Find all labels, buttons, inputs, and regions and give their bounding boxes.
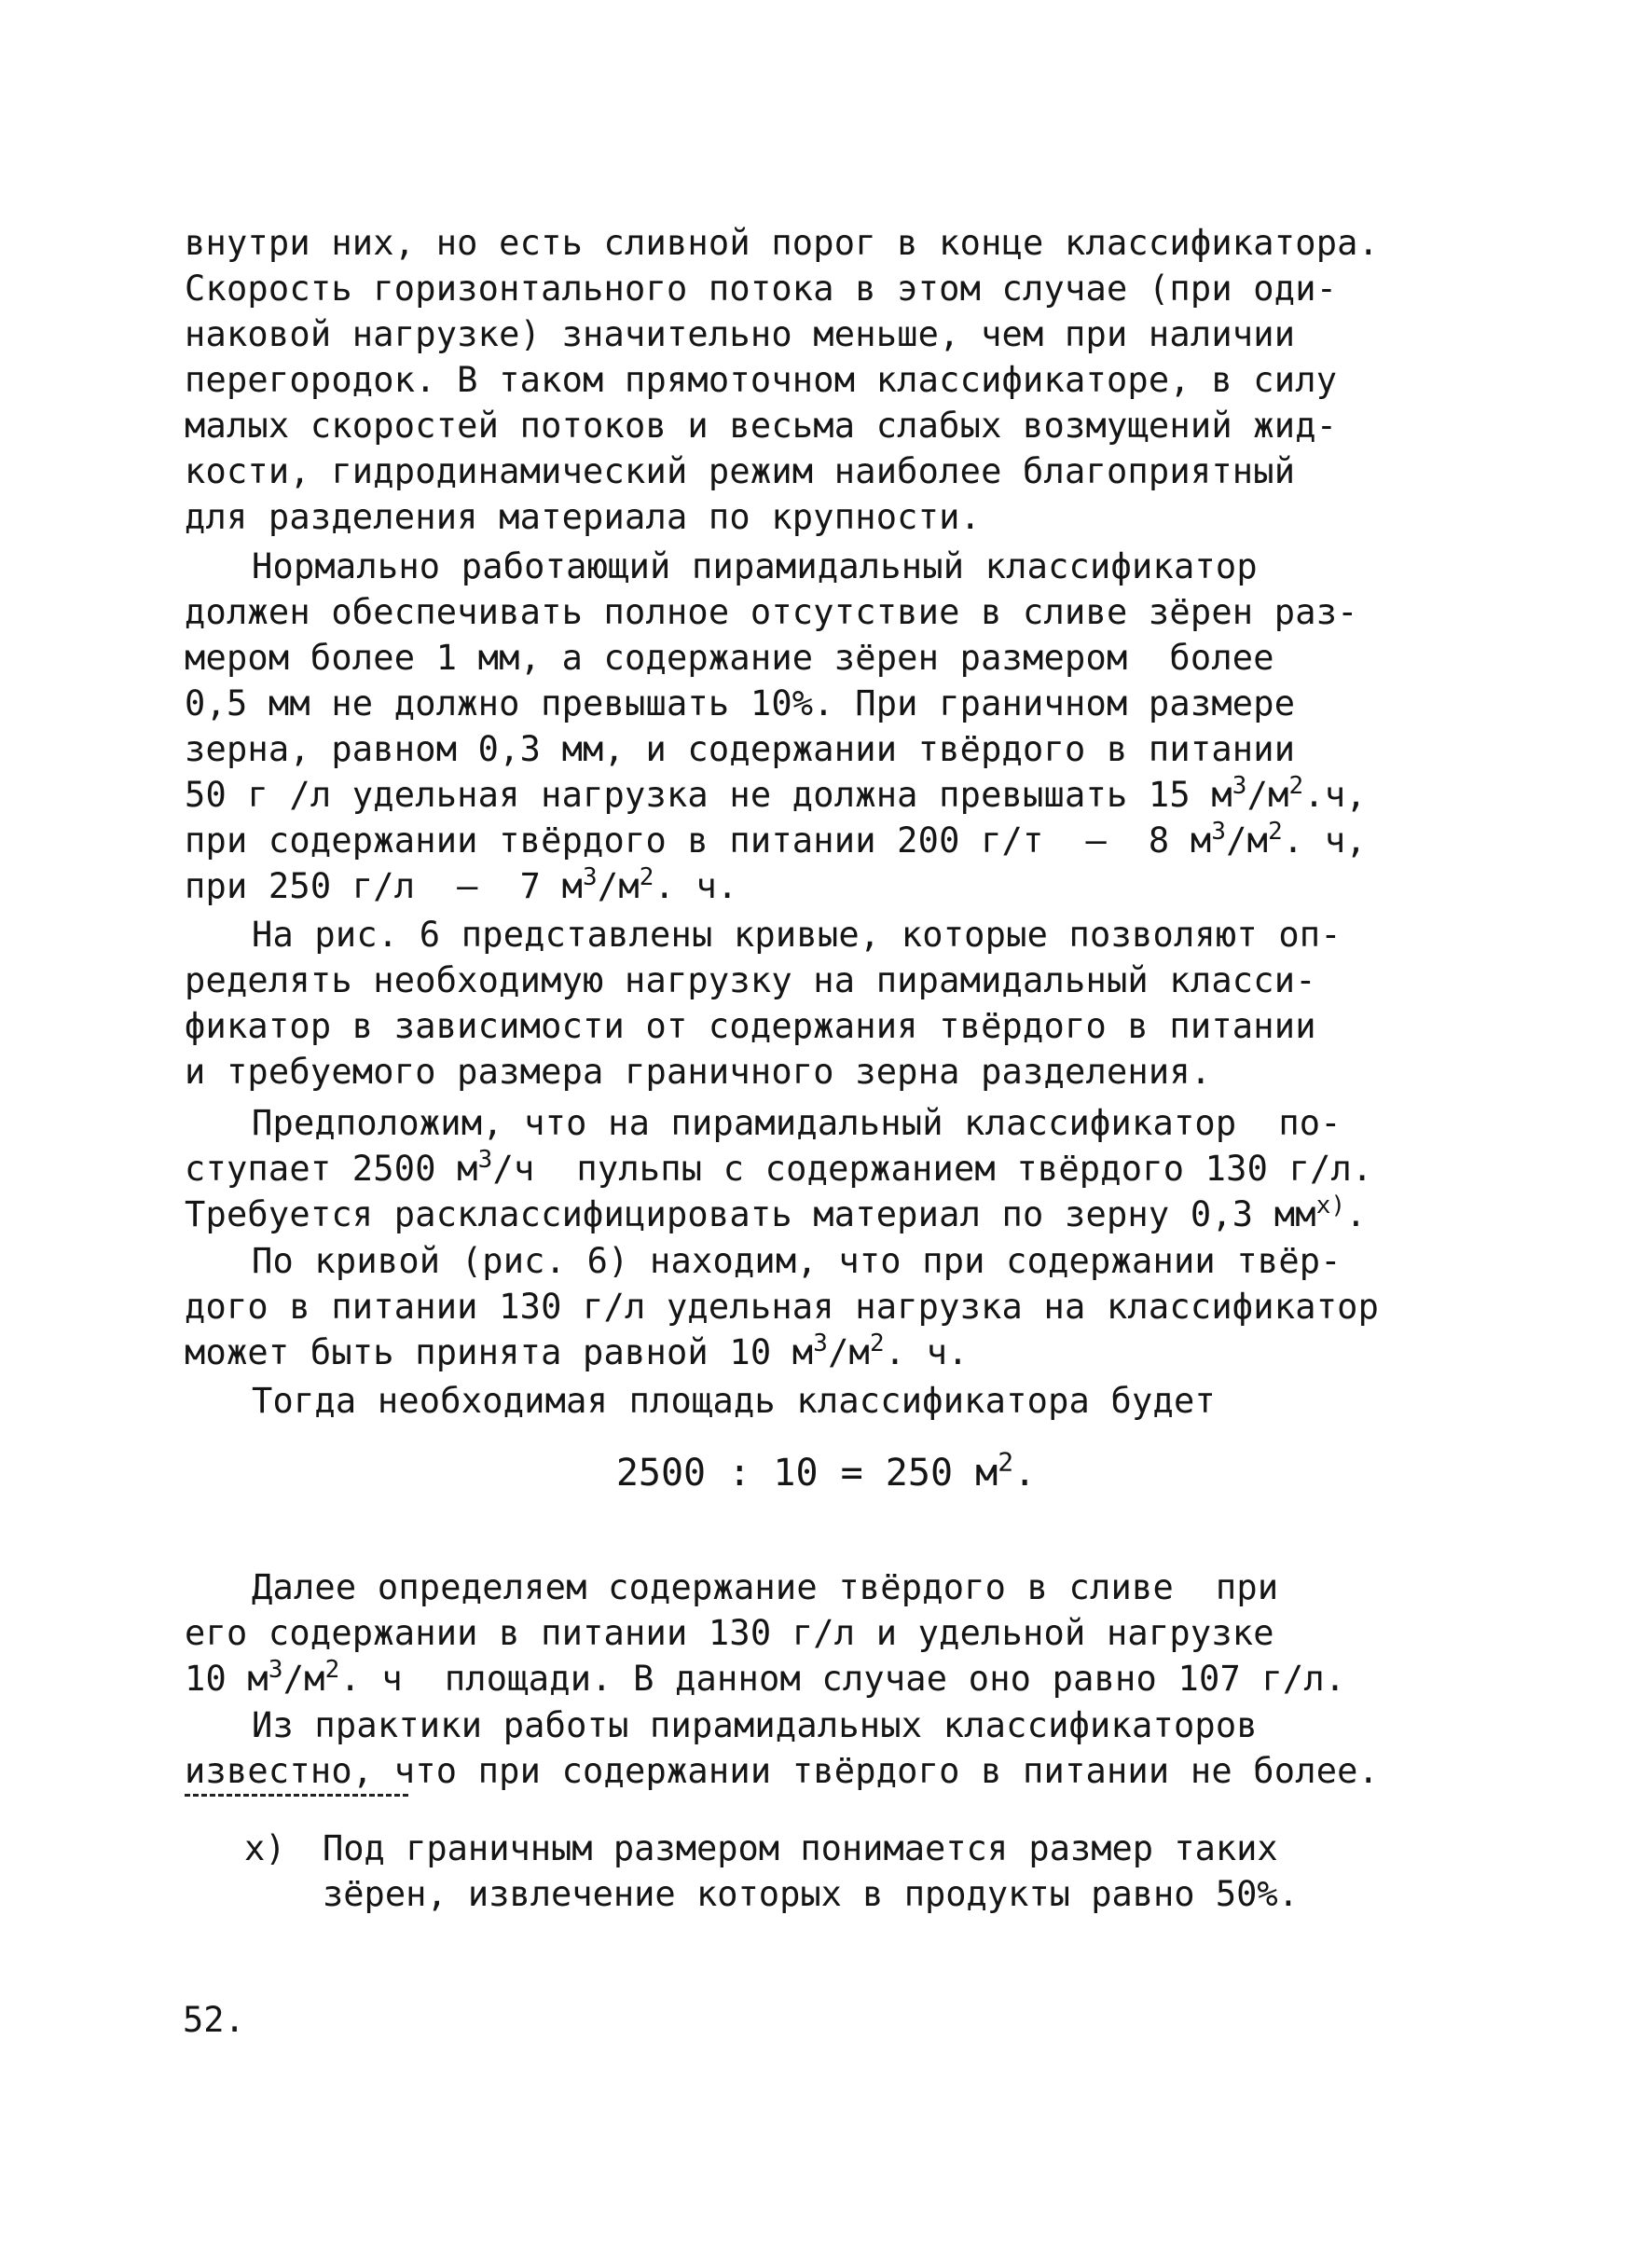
text-line: 0,5 мм не должно превышать 10%. При граничном размере (185, 683, 1296, 723)
line-text: /м (597, 866, 640, 906)
text-line: Далее определяем содержание твёрдого в сливе при (252, 1567, 1279, 1607)
paragraph-7 (185, 1564, 1499, 1702)
line-text: . ч. (884, 1332, 969, 1372)
text-line: и требуемого размера граничного зерна разделения. (185, 1052, 1212, 1092)
superscript: 2 (870, 1329, 885, 1357)
paragraph-5 (185, 1238, 1499, 1375)
superscript: 2 (639, 862, 654, 891)
superscript: 2 (1268, 817, 1283, 846)
superscript: 3 (477, 1145, 493, 1174)
text-line: малых скоростей потоков и весьма слабых возмущений жид- (185, 406, 1338, 446)
text-line: внутри них, но есть сливной порог в конце классификатора. (185, 223, 1380, 263)
paragraph-8 (185, 1702, 1499, 1794)
text-line: его содержании в питании 130 г/л и удельной нагрузке (185, 1613, 1274, 1653)
text-line: зерна, равном 0,3 мм, и содержании твёрдого в питании (185, 729, 1296, 769)
superscript: 2 (1288, 771, 1304, 800)
text-line: Тогда необходимая площадь классификатора будет (252, 1381, 1216, 1421)
text-line: мером более 1 мм, а содержание зёрен размером более (185, 638, 1274, 678)
paragraph-1 (185, 220, 1499, 540)
page-number: 52. (183, 2000, 245, 2040)
text-line: Нормально работающий пирамидальный классификатор (252, 546, 1258, 586)
text-line: Предположим, что на пирамидальный классификатор по- (252, 1103, 1342, 1143)
text-line (185, 1146, 1499, 1192)
superscript: 3 (268, 1655, 283, 1684)
text-line: должен обеспечивать полное отсутствие в сливе зёрен раз- (185, 592, 1358, 632)
text-line: кости, гидродинамический режим наиболее благоприятный (185, 451, 1296, 491)
text-line: По кривой (рис. 6) находим, что при содержании твёр- (252, 1241, 1342, 1281)
line-text: 50 г /л удельная нагрузка не должна превышать 15 м (185, 775, 1232, 815)
line-text: ступает 2500 м (185, 1149, 478, 1189)
footnote (244, 1826, 1456, 1917)
line-text: при содержании твёрдого в питании 200 г/т – 8 м (185, 820, 1212, 861)
paragraph-3 (185, 912, 1499, 1095)
line-text: /м (282, 1659, 325, 1699)
superscript: 2 (998, 1446, 1014, 1478)
text-line (185, 772, 1499, 818)
text-line (185, 1192, 1499, 1237)
text-line (185, 818, 1499, 863)
text-line: Из практики работы пирамидальных классификаторов (252, 1705, 1258, 1745)
footnote-marker: х) (244, 1828, 286, 1868)
text-line: дого в питании 130 г/л удельная нагрузка на классификатор (185, 1287, 1380, 1327)
formula-text: . (1013, 1452, 1037, 1495)
text-line: известно, что при содержании твёрдого в питании не более. (185, 1751, 1380, 1791)
line-text: .ч, (1303, 775, 1367, 815)
superscript: 3 (813, 1329, 829, 1357)
line-text: . ч, (1282, 820, 1367, 861)
paragraph-4 (185, 1100, 1499, 1237)
text-line (185, 863, 1499, 909)
line-text: может быть принята равной 10 м (185, 1332, 814, 1372)
line-text: при 250 г/л – 7 м (185, 866, 584, 906)
text-line: наковой нагрузке) значительно меньше, чем при наличии (185, 314, 1296, 354)
superscript: 3 (583, 862, 598, 891)
footnote-line: Под граничным размером понимается размер таких (323, 1828, 1278, 1868)
line-text: 10 м (185, 1659, 268, 1699)
text-line (185, 1656, 1499, 1702)
paragraph-2 (185, 544, 1499, 909)
text-line: перегородок. В таком прямоточном классификаторе, в силу (185, 360, 1338, 400)
text-line: На рис. 6 представлены кривые, которые позволяют оп- (252, 915, 1342, 955)
footnote-reference: х) (1315, 1191, 1346, 1219)
paragraph-6 (185, 1378, 1499, 1424)
text-line: ределять необходимую нагрузку на пирамидальный класси- (185, 960, 1316, 1000)
text-line (185, 1330, 1499, 1375)
formula-text: 2500 : 10 = 250 м (615, 1452, 998, 1495)
line-text: /м (1226, 820, 1269, 861)
superscript: 3 (1211, 817, 1227, 846)
formula (0, 1445, 1652, 1501)
line-text: . ч. (654, 866, 738, 906)
text-line: Скорость горизонтального потока в этом случае (при оди- (185, 269, 1338, 309)
line-text: . (1345, 1194, 1367, 1234)
line-text: . ч площади. В данном случае оно равно 107 г/л. (339, 1659, 1346, 1699)
footnote-line: зёрен, извлечение которых в продукты равно 50%. (323, 1874, 1299, 1914)
superscript: 3 (1232, 771, 1247, 800)
line-text: /м (1246, 775, 1289, 815)
line-text: /ч пульпы с содержанием твёрдого 130 г/л. (492, 1149, 1373, 1189)
text-line: для разделения материала по крупности. (185, 497, 982, 537)
footnote-separator (185, 1794, 408, 1797)
line-text: /м (828, 1332, 871, 1372)
superscript: 2 (324, 1655, 340, 1684)
text-line: фикатор в зависимости от содержания твёрдого в питании (185, 1006, 1316, 1046)
line-text: Требуется расклассифицировать материал по зерну 0,3 мм (185, 1194, 1316, 1234)
